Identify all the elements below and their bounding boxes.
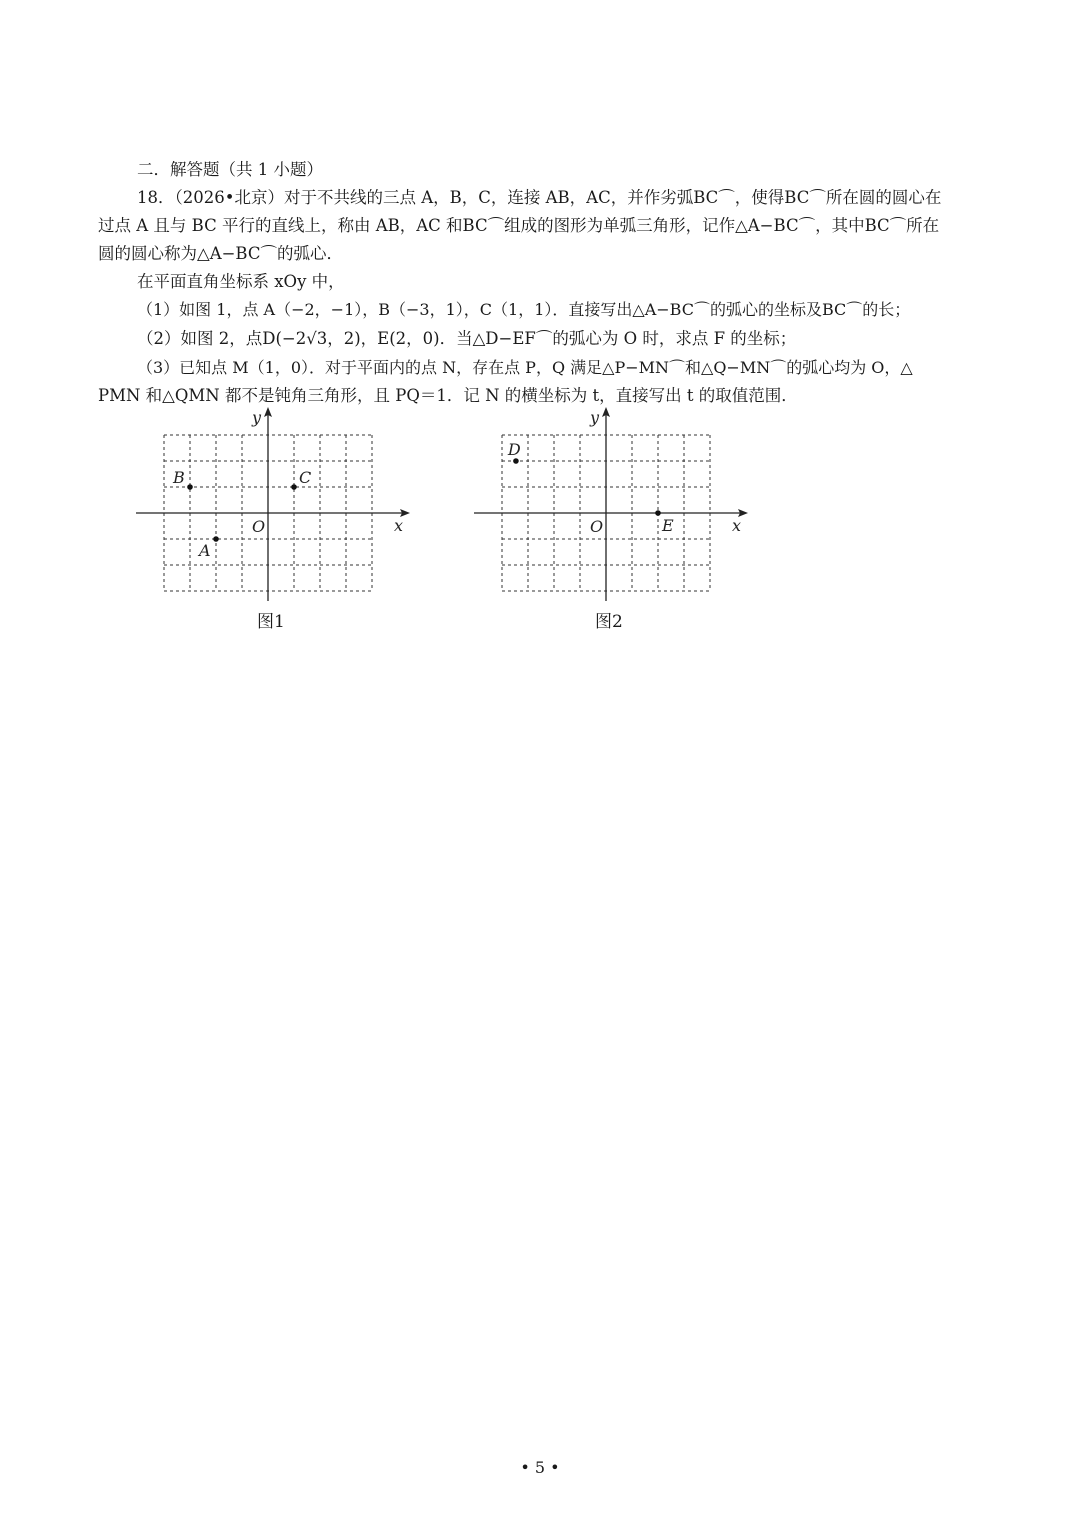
point-label-E: E: [662, 516, 674, 535]
point-label-A: A: [199, 541, 211, 560]
point-label-B: B: [173, 468, 185, 487]
figure-1-caption: 图1: [257, 612, 285, 632]
point-label-C: C: [299, 468, 312, 487]
point-label-D: D: [507, 440, 521, 459]
figure-2-coordinate-grid: [468, 405, 758, 605]
question-part-1: （1）如图 1，点 A（−2，−1），B（−3，1），C（1，1）．直接写出△A−BC⌒的弧心的坐标及BC⌒的长；: [137, 300, 911, 319]
question-line-4: 在平面直角坐标系 xOy 中，: [137, 272, 345, 291]
point-B: [187, 484, 193, 490]
section-heading: 二．解答题（共 1 小题）: [137, 160, 323, 179]
x-axis-label: x: [732, 516, 742, 535]
y-axis-label: y: [590, 408, 600, 427]
point-E: [655, 510, 661, 516]
point-C: [291, 484, 297, 490]
question-line-3: 圆的圆心称为△A−BC⌒的弧心．: [98, 244, 343, 263]
figure-1-coordinate-grid: [130, 405, 420, 605]
point-D: [513, 458, 519, 464]
question-line-2: 过点 A 且与 BC 平行的直线上，称由 AB，AC 和BC⌒组成的图形为单弧三角形，记作△A−BC⌒，其中BC⌒所在: [98, 216, 940, 235]
page-number: • 5 •: [520, 1458, 560, 1477]
origin-label: O: [590, 517, 604, 536]
origin-label: O: [252, 517, 266, 536]
question-part-3-cont: PMN 和△QMN 都不是钝角三角形，且 PQ＝1．记 N 的横坐标为 t，直接写出 t 的取值范围．: [98, 386, 798, 405]
point-A: [213, 536, 219, 542]
x-axis-label: x: [394, 516, 404, 535]
figure-2-caption: 图2: [595, 612, 623, 632]
y-axis-label: y: [252, 408, 262, 427]
question-part-2: （2）如图 2，点D(−2√3，2)，E(2，0)．当△D−EF⌒的弧心为 O 时，求点 F 的坐标；: [137, 329, 797, 348]
question-part-3: （3）已知点 M（1，0）．对于平面内的点 N，存在点 P，Q 满足△P−MN⌒和△Q−MN⌒的弧心均为 O，△: [137, 358, 913, 377]
question-line-1: 18．（2026•北京）对于不共线的三点 A，B，C，连接 AB，AC，并作劣弧BC⌒，使得BC⌒所在圆的圆心在: [137, 188, 942, 207]
